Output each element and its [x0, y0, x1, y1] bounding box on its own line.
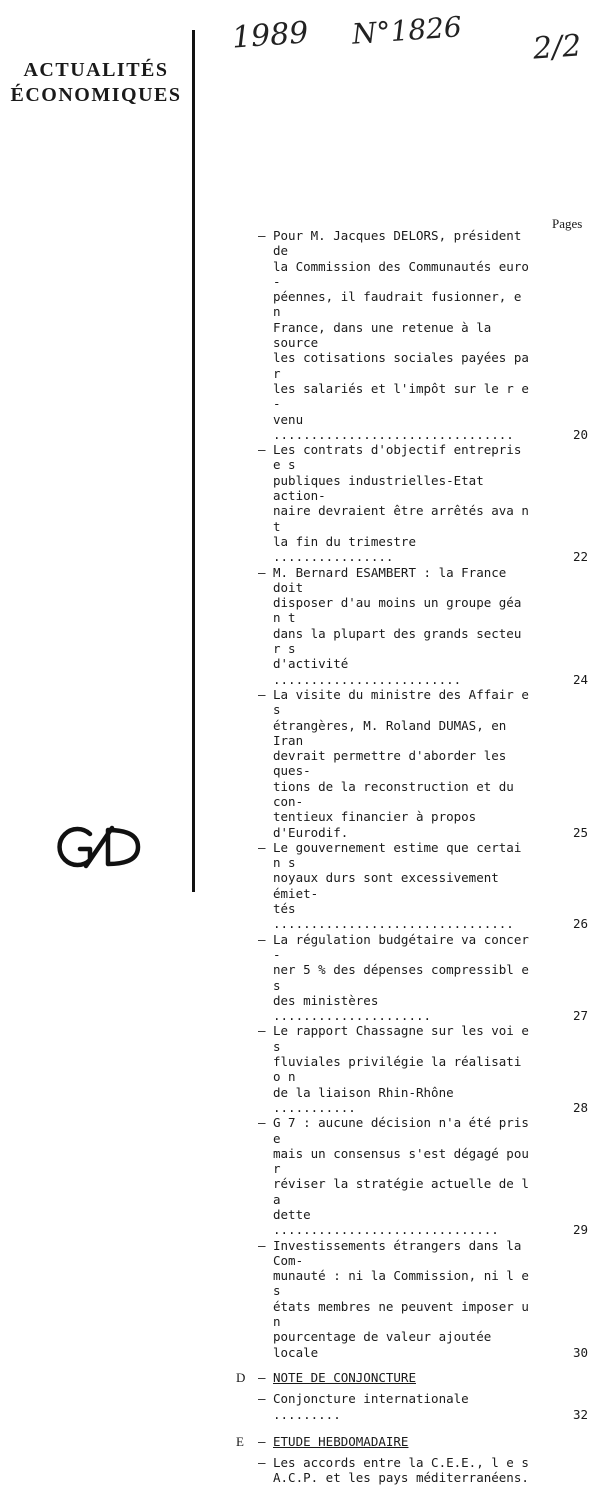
section-heading-d [236, 1369, 588, 1385]
handwritten-year: 1989 [230, 15, 310, 56]
entry-page-number: 20 [572, 426, 588, 442]
entry-dash: – [258, 1237, 266, 1253]
publication-masthead [0, 58, 192, 108]
entry-dash: – [258, 228, 266, 243]
entry-page-number: 22 [572, 549, 588, 565]
entry-text: La visite du ministre des Affair e s étrangères, M. Roland DUMAS, en Iran devrait permettre d'aborder les ques- tions de la reconstruction et du con- tentieux financier à propos d'Eurodif. [273, 686, 529, 840]
vertical-divider [192, 30, 195, 892]
handwritten-issue-number: N°1826 [350, 10, 463, 51]
section-heading-e [236, 1433, 588, 1449]
masthead-line-1: ACTUALITÉS [23, 59, 169, 81]
entry-dash: – [258, 564, 266, 580]
toc-entry [258, 1238, 588, 1360]
toc-entry [258, 228, 588, 442]
entry-dash: – [258, 1369, 266, 1385]
entry-dash: – [258, 1433, 266, 1449]
pages-column-header: Pages [552, 216, 583, 231]
entry-page-number: 32 [572, 1406, 588, 1422]
entry-dash: – [258, 1115, 266, 1131]
entry-text: Le gouvernement estime que certai n s noyaux durs sont excessivement émiet- tés ................................ [273, 839, 522, 932]
entry-page-number: 29 [572, 1222, 588, 1238]
toc-entry [258, 1455, 588, 1486]
publisher-logo [56, 822, 142, 872]
entry-dash: – [258, 1455, 266, 1471]
entry-page-number: 26 [572, 916, 588, 932]
toc-entry [258, 1115, 588, 1237]
entry-text: La régulation budgétaire va concer - ner 5 % des dépenses compressibl e s des ministères ..................... [273, 931, 529, 1024]
entry-text: Conjoncture internationale ......... [273, 1391, 469, 1422]
handwritten-page-count: 2/2 [531, 28, 583, 67]
toc-entry [258, 565, 588, 687]
entry-page-number: 28 [572, 1099, 588, 1115]
toc-entry [258, 840, 588, 932]
entry-page-number: 25 [572, 824, 588, 840]
section-letter: E [236, 1433, 244, 1449]
entry-text: Les accords entre la C.E.E., l e s A.C.P. et les pays méditerranéens. [273, 1455, 529, 1486]
entry-dash: – [258, 839, 266, 855]
entry-text: Investissements étrangers dans la Com- munauté : ni la Commission, ni l e s états membres ne peuvent imposer u n pourcentage de valeur ajoutée locale [273, 1237, 529, 1360]
entry-text: M. Bernard ESAMBERT : la France doit disposer d'au moins un groupe géa n t dans la plupart des grands secteu r s d'activité ......................... [273, 564, 522, 687]
entry-text: Pour M. Jacques DELORS, président de la Commission des Communautés euro - péennes, il faudrait fusionner, e n France, dans une retenue à la source les cotisations sociales payées pa r les salariés et l'impôt sur le r e - venu ................................ [273, 228, 529, 442]
entry-text: Le rapport Chassagne sur les voi e s fluviales privilégie la réalisati o n de la liaison Rhin-Rhône ........... [273, 1023, 529, 1115]
entry-text: G 7 : aucune décision n'a été pris e mais un consensus s'est dégagé pou r réviser la stratégie actuelle de l a dette .............................. [273, 1115, 529, 1238]
section-title: ETUDE HEBDOMADAIRE [273, 1433, 409, 1449]
masthead-line-2: ÉCONOMIQUES [10, 84, 182, 106]
toc-entry [258, 932, 588, 1024]
toc-entry [258, 687, 588, 840]
entry-page-number: 30 [572, 1344, 588, 1360]
section-title: NOTE DE CONJONCTURE [273, 1369, 416, 1385]
toc-entry [258, 442, 588, 564]
table-of-contents [236, 228, 588, 1486]
entry-page-number: 24 [572, 671, 588, 687]
section-letter: D [236, 1369, 246, 1385]
entry-dash: – [258, 931, 266, 947]
entry-dash: – [258, 1391, 266, 1407]
toc-entry [258, 1023, 588, 1115]
entry-text: Les contrats d'objectif entrepris e s publiques industrielles-Etat action- naire devraient être arrêtés ava n t la fin du trimestre ................ [273, 442, 529, 565]
entry-dash: – [258, 686, 266, 702]
entry-dash: – [258, 1023, 266, 1039]
entry-dash: – [258, 442, 266, 458]
toc-entry [258, 1391, 588, 1422]
entry-page-number: 27 [572, 1008, 588, 1024]
